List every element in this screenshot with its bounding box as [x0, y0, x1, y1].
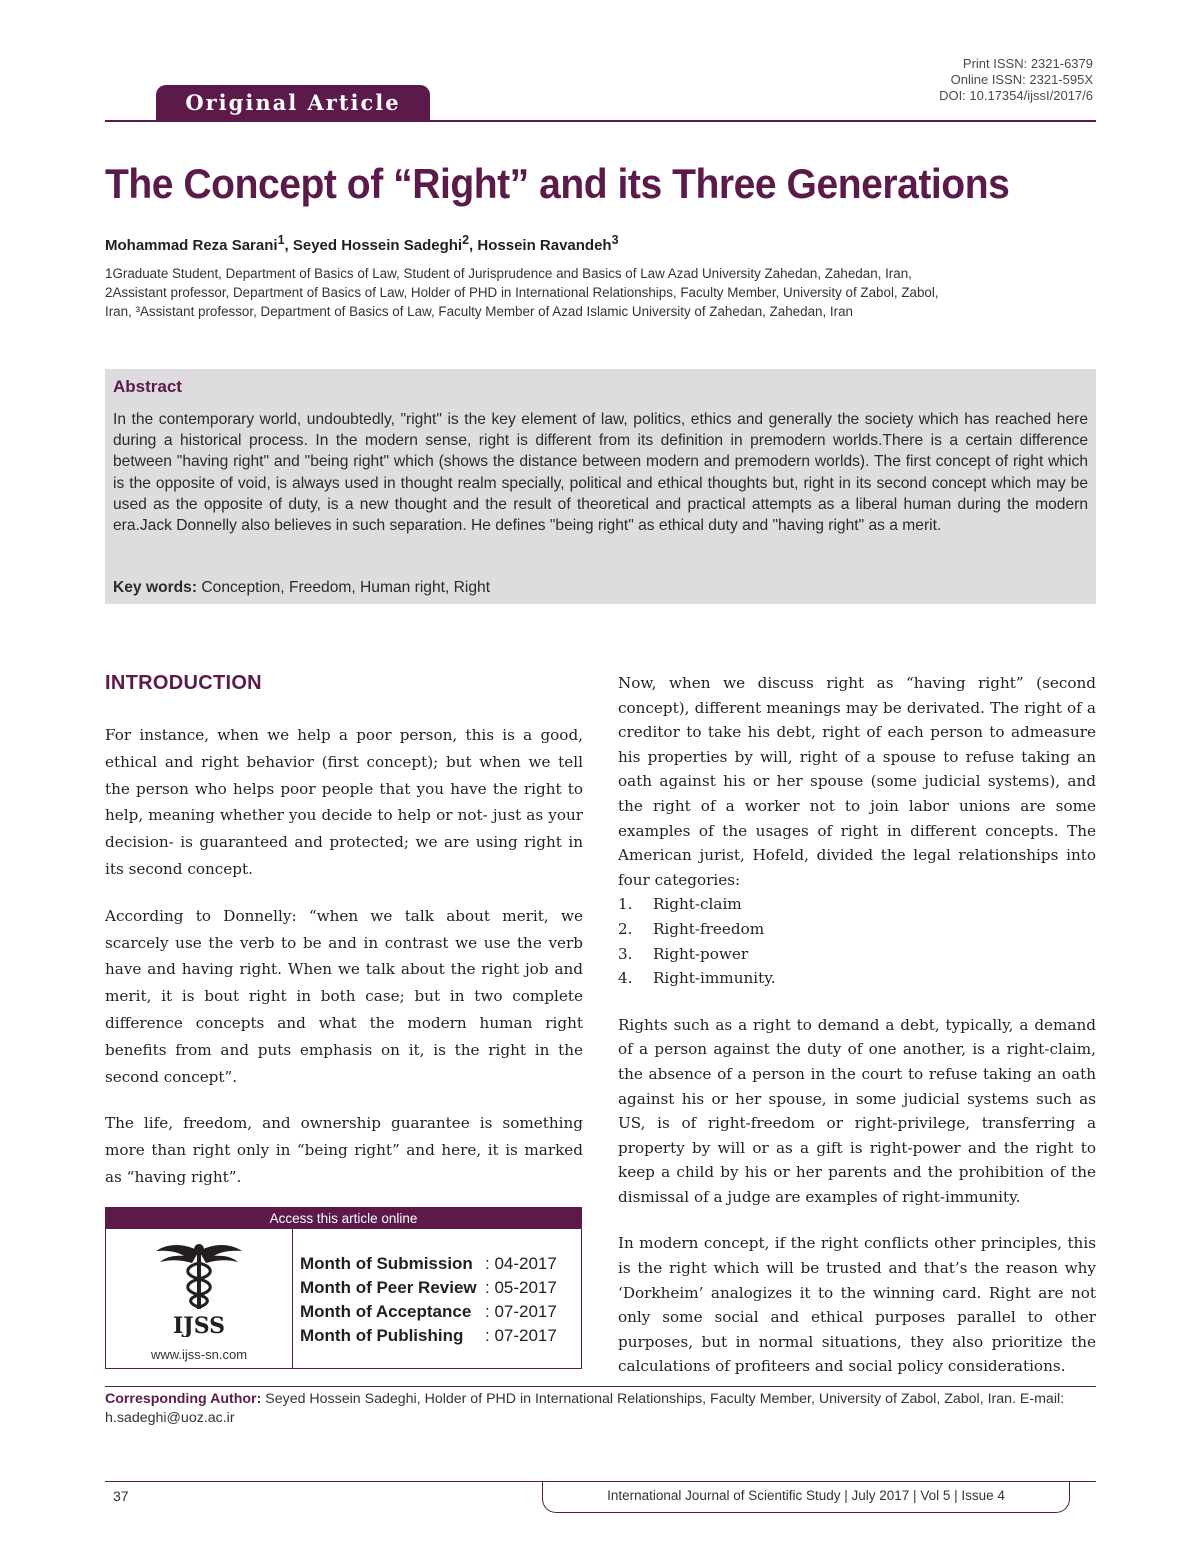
corresponding-rule — [105, 1386, 1096, 1387]
online-issn: Online ISSN: 2321-595X — [950, 72, 1093, 87]
keywords-label: Key words: — [113, 579, 198, 596]
list-text: Right-claim — [653, 895, 742, 914]
list-item — [618, 942, 1096, 967]
list-number: 1. — [618, 895, 633, 914]
author-3-sup: 3 — [611, 233, 619, 247]
corresponding-text: Seyed Hossein Sadeghi, Holder of PHD in International Relationships, Faculty Member, University of Zabol, Zabol, Iran. E-mail: h.sadeghi@uoz.ac.ir — [105, 1391, 1065, 1426]
author-list: Mohammad Reza Sarani$^1$, Seyed Hossein Sadeghi$^2$, Hossein Ravandeh$^3$ — [105, 233, 619, 254]
spacer — [618, 1209, 1096, 1231]
print-issn: Print ISSN: 2321-6379 — [962, 56, 1093, 71]
issn-block — [939, 56, 1093, 104]
section-tab — [156, 85, 430, 121]
list-text: Right-freedom — [653, 919, 765, 938]
journal-footer-tab — [542, 1481, 1070, 1513]
date-label: Month of Submission — [300, 1254, 473, 1273]
paragraph: According to Donnelly: “when we talk about merit, we scarcely use the verb to be and in contrast we use the verb have and having right. When we talk about the right job and merit, it is bout right in both case; but in two complete difference concepts and what the modern human right benefits from and puts emphasis on it, is the right in the second concept”. — [105, 906, 583, 1086]
journal-url[interactable]: www.ijss-sn.com — [150, 1347, 248, 1362]
journal-logo-cell — [106, 1229, 293, 1368]
date-label: Month of Peer Review — [300, 1278, 477, 1297]
page-number: 37 — [113, 1488, 129, 1504]
affiliations — [105, 264, 1095, 321]
date-row — [300, 1300, 557, 1324]
abstract-box — [105, 369, 1096, 604]
doi: DOI: 10.17354/ijssI/2017/6 — [939, 88, 1093, 103]
author-1-sup: 1 — [277, 233, 285, 247]
abstract-text: In the contemporary world, undoubtedly, "right" is the key element of law, politics, ethics and generally the society which has reached here during a historical process. In the modern sense, right is different from its definition in premodern worlds.There is a certain difference between "having right" and "being right" which (shows the distance between modern and premodern worlds). The first concept of right which is the opposite of void, is always used in thought realm specially, political and ethical thoughts but, right in its second concept which may be used as the opposite of duty, is a new thought and the result of theoretical and practical attempts as a liberal human during the modern era.Jack Donnelly also believes in such separation. He defines "being right" as ethical duty and "having right" as a merit. — [113, 411, 1088, 535]
journal-citation: International Journal of Scientific Study | July 2017 | Vol 5 | Issue 4 — [607, 1488, 1005, 1503]
article-title: The Concept of “Right” and its Three Generations — [105, 160, 1010, 207]
date-list — [300, 1252, 557, 1348]
paragraph: Now, when we discuss right as “having right” (second concept), different meanings may be derivated. The right of a creditor to take his debt, right of each person to admeasure his properties by will, right of a spouse to refuse taking an oath against his or her spouse (some judicial systems), and the right of a worker not to join labor unions are some examples of the usages of right in different concepts. The American jurist, Hofeld, divided the legal relationships into four categories: — [618, 674, 1096, 889]
affiliation-line: Iran, ³Assistant professor, Department of Basics of Law, Faculty Member of Azad Islamic University of Zahedan, Zahedan, Iran — [105, 304, 853, 319]
corresponding-label: Corresponding Author: — [105, 1391, 262, 1407]
date-value: : 04-2017 — [485, 1254, 557, 1273]
list-number: 3. — [618, 944, 633, 963]
access-article-box — [105, 1207, 582, 1369]
keywords-value: Conception, Freedom, Human right, Right — [201, 579, 491, 596]
date-value: : 07-2017 — [485, 1302, 557, 1321]
date-label: Month of Publishing — [300, 1326, 464, 1345]
paragraph: Rights such as a right to demand a debt, typically, a demand of a person against the duty of one another, is a right-claim, the absence of a person in the court to refuse taking an oath against his or her spouse, in some judicial systems such as US, is of right-freedom or right-privilege, transferring a property by will or as a gift is right-power and the right to keep a child by his or her parents and the prohibition of the dismissal of a judge are examples of right-immunity. — [618, 1015, 1096, 1206]
list-item — [618, 966, 1096, 991]
paragraph: The life, freedom, and ownership guarantee is something more than right only in “being right” and here, it is marked as “having right”. — [105, 1114, 583, 1186]
author-1: Mohammad Reza Sarani — [105, 237, 278, 254]
list-number: 2. — [618, 919, 633, 938]
list-item — [618, 892, 1096, 917]
section-label: Original Article — [185, 90, 401, 115]
list-text: Right-immunity. — [653, 969, 776, 988]
list-number: 4. — [618, 969, 633, 988]
paragraph: For instance, when we help a poor person, this is a good, ethical and right behavior (first concept); but when we tell the person who helps poor people that you have the right to help, meaning whether you decide to help or not- just as your decision- is guaranteed and protected; we are using right in its second concept. — [105, 726, 583, 878]
paragraph: In modern concept, if the right conflicts other principles, this is the right which will be trusted and that’s the reason why ‘Dorkheim’ analogizes it to the winning card. Right are not only some social and ethical purposes parallel to other purposes, but in normal situations, they also prioritize the calculations of profiteers and social policy considerations. — [618, 1234, 1096, 1376]
keywords — [113, 579, 490, 597]
affiliation-line: 1Graduate Student, Department of Basics of Law, Student of Jurisprudence and Basics of Law Azad University Zahedan, Zahedan, Iran, — [105, 266, 912, 281]
list-text: Right-power — [653, 944, 749, 963]
access-header: Access this article online — [106, 1208, 581, 1229]
corresponding-author — [105, 1390, 1095, 1428]
author-3: Hossein Ravandeh — [477, 237, 612, 254]
affiliation-line: 2Assistant professor, Department of Basics of Law, Holder of PHD in International Relationships, Faculty Member, University of Zabol, Zabol, — [105, 285, 939, 300]
abstract-heading: Abstract — [113, 377, 182, 396]
list-item — [618, 917, 1096, 942]
left-column — [105, 722, 583, 1211]
date-value: : 07-2017 — [485, 1326, 557, 1345]
date-label: Month of Acceptance — [300, 1302, 472, 1321]
date-value: : 05-2017 — [485, 1278, 557, 1297]
date-row — [300, 1324, 557, 1348]
date-row — [300, 1276, 557, 1300]
author-2: Seyed Hossein Sadeghi — [292, 237, 463, 254]
logo-text: IJSS — [173, 1313, 225, 1337]
header-rule — [105, 120, 1096, 122]
author-2-sup: 2 — [462, 233, 470, 247]
date-row — [300, 1252, 557, 1276]
relationship-list — [618, 892, 1096, 990]
introduction-heading: INTRODUCTION — [105, 672, 262, 694]
right-column — [618, 671, 1096, 1379]
caduceus-logo-icon — [154, 1237, 244, 1337]
spacer — [618, 991, 1096, 1013]
